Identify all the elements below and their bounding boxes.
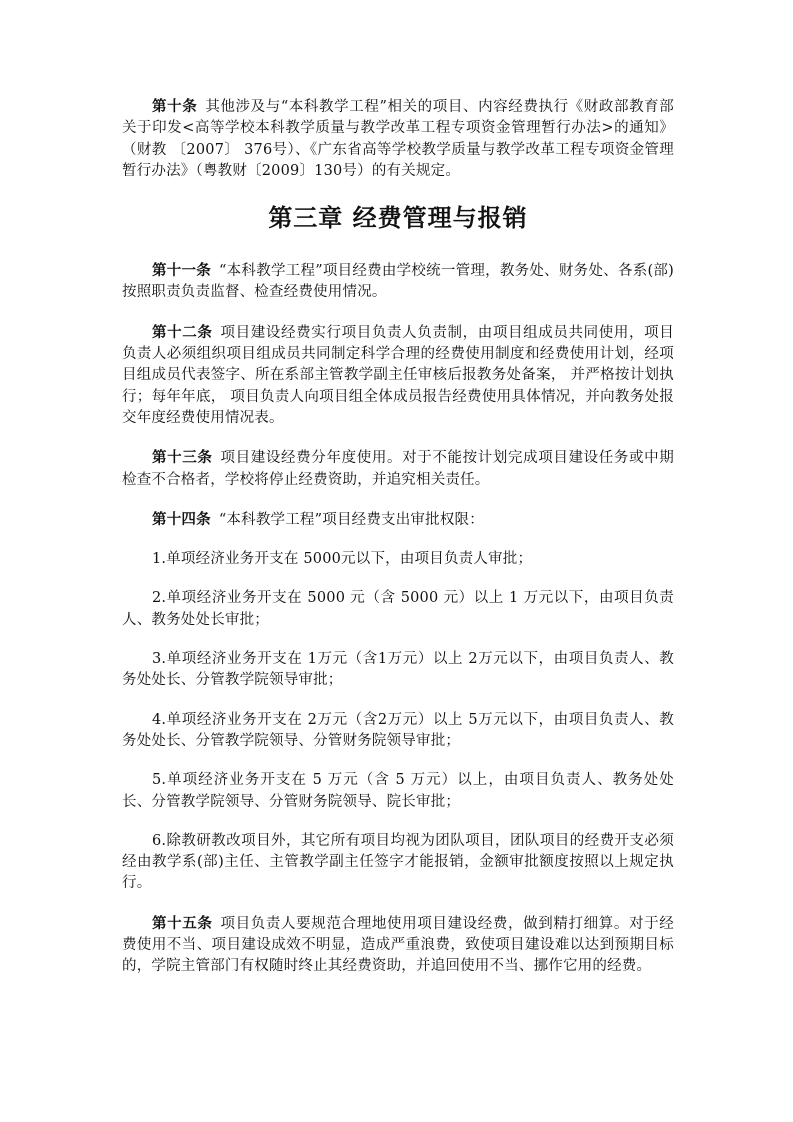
article-text: “本科教学工程”项目经费由学校统一管理，教务处、财务处、各系(部)按照职责负责监督、检查经费使用情况。 [122,263,674,301]
approval-item-4 [122,710,674,753]
article-15 [122,913,674,978]
item-text: 4.单项经济业务开支在 2万元（含2万元）以上 5万元以下，由项目负责人、教务处处长、分管教学院领导、分管财务院领导审批； [122,711,674,749]
article-12 [122,322,674,429]
item-text: 2.单项经济业务开支在 5000 元（含 5000 元）以上 1 万元以下，由项目负责人、教务处处长审批； [122,590,674,628]
article-14 [122,509,674,531]
item-text: 3.单项经济业务开支在 1万元（含1万元）以上 2万元以下，由项目负责人、教务处处长、分管教学院领导审批； [122,651,674,689]
article-number: 第十二条 [152,323,213,341]
article-number: 第十五条 [152,914,213,932]
document-body [122,96,674,996]
approval-item-2 [122,588,674,631]
article-number: 第十四条 [152,510,211,528]
item-text: 1.单项经济业务开支在 5000元以下，由项目负责人审批； [152,551,533,568]
item-text: 5.单项经济业务开支在 5 万元（含 5 万元）以上，由项目负责人、教务处处长、分管教学院领导、分管财务院领导、院长审批； [122,772,674,810]
chapter-title: 第三章 经费管理与报销 [268,203,528,233]
article-text: 项目建设经费实行项目负责人负责制，由项目组成员共同使用，项目负责人必须组织项目组成员共同制定科学合理的经费使用制度和经费使用计划，经项目组成员代表签字、所在系部主管教学副主任审核后报教务处备案， 并严格按计划执行；每年年底， 项目负责人向项目组全体成员报告经费使用具体情况，并向教务处报交年度经费使用情况表。 [122,324,674,426]
article-number: 第十一条 [152,262,212,280]
article-text: “本科教学工程”项目经费支出审批权限： [218,511,484,528]
approval-item-5 [122,770,674,813]
approval-item-1 [122,549,674,570]
article-text: 项目建设经费分年度使用。对于不能按计划完成项目建设任务或中期检查不合格者，学校将停止经费资助，并追究相关责任。 [122,450,674,488]
approval-item-3 [122,649,674,692]
article-10 [122,96,674,182]
article-number: 第十条 [152,98,198,115]
item-text: 6.除教研教改项目外，其它所有项目均视为团队项目，团队项目的经费开支必须经由教学系(部)主任、主管教学副主任签字才能报销，金额审批额度按照以上规定执行。 [122,832,674,892]
article-11 [122,260,674,304]
article-text: 其他涉及与“本科教学工程”相关的项目、内容经费执行《财政部教育部关于印发<高等学校本科教学质量与教学改革工程专项资金管理暂行办法>的通知》（财教 〔2007〕 376号）、《广东省高等学校教学质量与教学改革工程专项资金管理暂行办法》（粤教财〔2009〕130号）的有关规定。 [122,99,674,179]
approval-item-6 [122,831,674,895]
article-text: 项目负责人要规范合理地使用项目建设经费，做到精打细算。对于经费使用不当、项目建设成效不明显，造成严重浪费，致使项目建设难以达到预期目标的，学院主管部门有权随时终止其经费资助，并追回使用不当、挪作它用的经费。 [122,915,674,975]
article-number: 第十三条 [152,449,213,467]
article-13 [122,447,674,491]
